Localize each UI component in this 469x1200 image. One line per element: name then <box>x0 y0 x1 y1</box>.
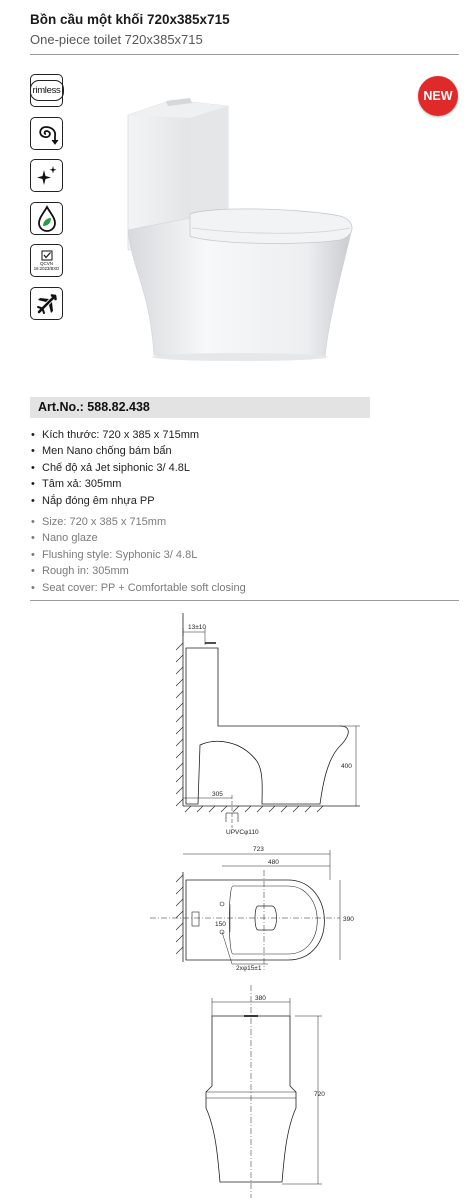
dim-rough: 305 <box>212 791 223 798</box>
rimless-label: rimless <box>30 80 64 101</box>
spec-vi-item: • Chế độ xả Jet siphonic 3/ 4.8L <box>30 460 199 476</box>
dim-height: 400 <box>341 763 352 770</box>
spec-vi-item: • Tâm xả: 305mm <box>30 476 199 492</box>
article-number: Art.No.: 588.82.438 <box>38 400 150 414</box>
front-view-drawing <box>206 985 325 1198</box>
dim-holes: 150 <box>215 921 226 928</box>
cert-label-1: QCVN <box>39 261 53 266</box>
spec-vi-item: • Kích thước: 720 x 385 x 715mm <box>30 427 199 443</box>
spec-en-item: • Flushing style: Syphonic 3/ 4.8L <box>30 547 246 563</box>
spec-vi-item: • Nắp đóng êm nhựa PP <box>30 493 199 509</box>
dim-width: 380 <box>255 995 266 1002</box>
spec-vi-item: • Men Nano chống bám bẩn <box>30 443 199 459</box>
new-badge: NEW <box>418 76 458 116</box>
spec-en-item: • Seat cover: PP + Comfortable soft closing <box>30 580 246 596</box>
spec-en-item: • Nano glaze <box>30 530 246 546</box>
dim-front-height: 720 <box>314 1091 325 1098</box>
dim-total: 723 <box>253 846 264 853</box>
dim-hole-dia: 2xφ15±1 <box>236 965 262 972</box>
spec-en-item: • Size: 720 x 385 x 715mm <box>30 514 246 530</box>
dim-top: 13±10 <box>188 624 207 631</box>
cert-label-2: 16:2023/BXD <box>33 266 60 271</box>
title-vi: Bồn cầu một khối 720x385x715 <box>30 12 230 27</box>
title-en: One-piece toilet 720x385x715 <box>30 32 203 47</box>
top-view-drawing <box>150 846 354 972</box>
side-view-drawing <box>176 613 360 836</box>
dim-inner: 480 <box>268 859 279 866</box>
dim-depth: 390 <box>343 916 354 923</box>
spec-en-item: • Rough in: 305mm <box>30 563 246 579</box>
dim-pipe: UPVCφ110 <box>226 829 259 836</box>
